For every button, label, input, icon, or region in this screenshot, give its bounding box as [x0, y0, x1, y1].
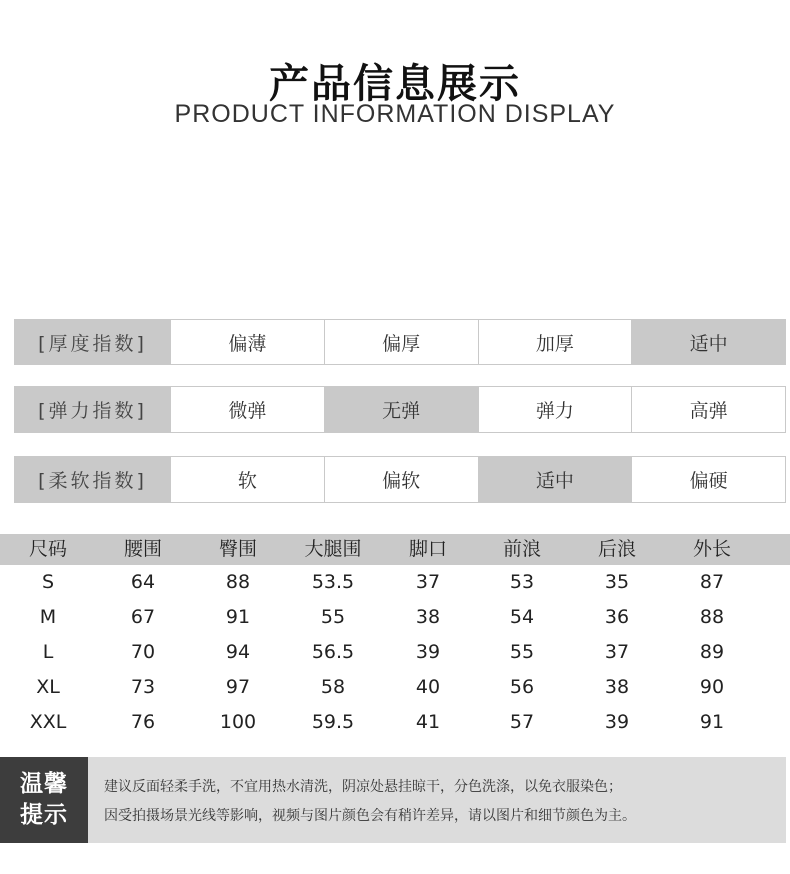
size-table	[0, 534, 790, 740]
cell-front-rise: 53	[509, 571, 535, 593]
cell-hip: 94	[225, 641, 251, 663]
cell-outseam: 89	[699, 641, 725, 663]
cell-outseam: 90	[699, 676, 725, 698]
thickness-option-extra-thick: 加厚	[479, 320, 632, 364]
thickness-index-row	[14, 319, 786, 365]
elasticity-option-high: 高弹	[632, 387, 785, 432]
size-table-header	[0, 534, 790, 565]
table-row	[0, 670, 790, 705]
cell-hip: 97	[225, 676, 251, 698]
thickness-index-label: [厚度指数]	[15, 320, 170, 364]
elasticity-index-row	[14, 386, 786, 433]
header-waist: 腰围	[123, 538, 162, 560]
elasticity-option-stretch: 弹力	[479, 387, 632, 432]
care-note-badge	[0, 757, 88, 843]
cell-waist: 73	[130, 676, 156, 698]
cell-waist: 67	[130, 606, 156, 628]
softness-index-row	[14, 456, 786, 503]
header-size: 尺码	[28, 538, 67, 560]
header-back-rise: 后浪	[597, 538, 636, 560]
cell-waist: 70	[130, 641, 156, 663]
cell-back-rise: 39	[604, 711, 630, 733]
cell-hip: 88	[225, 571, 251, 593]
cell-thigh: 58	[320, 676, 346, 698]
care-note-line1: 建议反面轻柔手洗，不宜用热水清洗，阴凉处悬挂晾干，分色洗涤，以免衣服染色；	[104, 779, 622, 795]
care-note-text	[104, 773, 774, 831]
cell-hem: 40	[415, 676, 441, 698]
care-note-badge-line1: 温馨	[20, 771, 68, 797]
care-note	[0, 757, 786, 843]
header-hem: 脚口	[408, 538, 447, 560]
softness-option-soft: 软	[171, 457, 324, 502]
softness-option-medium: 适中	[479, 457, 632, 502]
cell-size: XXL	[29, 711, 67, 733]
elasticity-index-label: [弹力指数]	[15, 387, 170, 432]
care-note-line2: 因受拍摄场景光线等影响，视频与图片颜色会有稍许差异，请以图片和细节颜色为主。	[104, 808, 636, 824]
cell-thigh: 53.5	[311, 571, 355, 593]
cell-thigh: 55	[320, 606, 346, 628]
cell-back-rise: 37	[604, 641, 630, 663]
cell-hem: 39	[415, 641, 441, 663]
cell-hem: 38	[415, 606, 441, 628]
cell-outseam: 91	[699, 711, 725, 733]
cell-waist: 76	[130, 711, 156, 733]
cell-hem: 37	[415, 571, 441, 593]
cell-size: S	[41, 571, 55, 593]
softness-index-label: [柔软指数]	[15, 457, 170, 502]
header-thigh: 大腿围	[304, 538, 362, 560]
cell-front-rise: 54	[509, 606, 535, 628]
header-hip: 臀围	[218, 538, 257, 560]
cell-thigh: 59.5	[311, 711, 355, 733]
table-row	[0, 705, 790, 740]
cell-front-rise: 56	[509, 676, 535, 698]
header-front-rise: 前浪	[502, 538, 541, 560]
cell-front-rise: 57	[509, 711, 535, 733]
table-row	[0, 600, 790, 635]
cell-thigh: 56.5	[311, 641, 355, 663]
elasticity-option-none: 无弹	[325, 387, 478, 432]
cell-size: L	[42, 641, 54, 663]
thickness-option-thin: 偏薄	[171, 320, 324, 364]
softness-option-slightly-soft: 偏软	[325, 457, 478, 502]
cell-hip: 91	[225, 606, 251, 628]
cell-hem: 41	[415, 711, 441, 733]
cell-back-rise: 36	[604, 606, 630, 628]
softness-option-slightly-hard: 偏硬	[632, 457, 785, 502]
header-outseam: 外长	[692, 538, 731, 560]
cell-outseam: 87	[699, 571, 725, 593]
cell-back-rise: 35	[604, 571, 630, 593]
cell-back-rise: 38	[604, 676, 630, 698]
thickness-option-medium: 适中	[632, 320, 785, 364]
cell-front-rise: 55	[509, 641, 535, 663]
cell-size: XL	[36, 676, 60, 698]
care-note-badge-line2: 提示	[20, 802, 68, 828]
cell-waist: 64	[130, 571, 156, 593]
table-row	[0, 565, 790, 600]
elasticity-option-slight: 微弹	[171, 387, 324, 432]
cell-hip: 100	[219, 711, 257, 733]
cell-size: M	[39, 606, 57, 628]
table-row	[0, 635, 790, 670]
page-subtitle: PRODUCT INFORMATION DISPLAY	[174, 100, 616, 128]
thickness-option-thick: 偏厚	[325, 320, 478, 364]
page-title: 产品信息展示	[269, 61, 521, 107]
cell-outseam: 88	[699, 606, 725, 628]
